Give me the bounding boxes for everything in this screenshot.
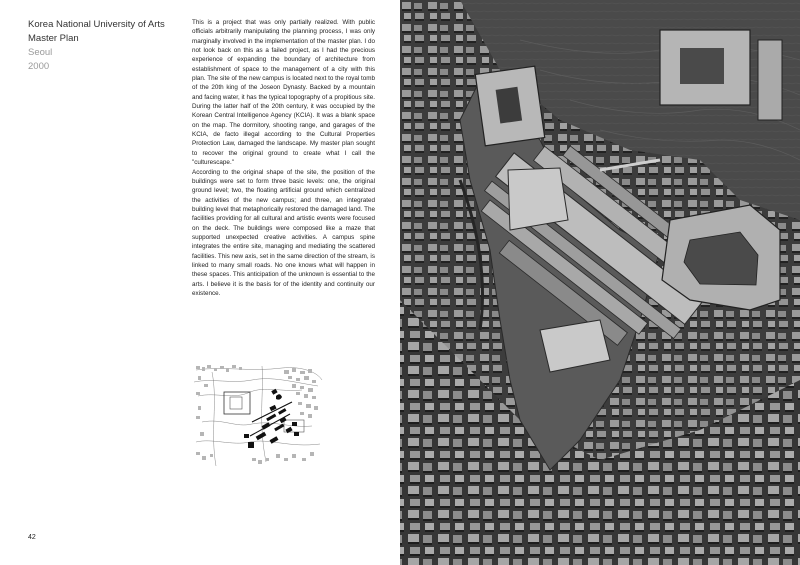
- project-subtitle: Master Plan: [28, 33, 79, 44]
- project-description: [192, 18, 375, 298]
- site-plan-drawing: [192, 362, 324, 468]
- project-title-block: [28, 18, 178, 74]
- project-location: Seoul: [28, 47, 53, 58]
- model-photo: [400, 0, 800, 565]
- description-paragraph: This is a project that was only partially realized. With public officials arbitrarily manipulating the planning process, I was only marginally involved in the implementation of the master plan. I do not look back on this as a failed project, as I had the precious experience of expanding the boundary of architecture from establishment of space to the management of a city with this plan. The site of the new campus is located next to the royal tomb of the 20th king of the Joseon Dynasty. Backed by a mountain and facing water, it has the typical topography of a propitious site. During the latter half of the 20th century, it was occupied by the Korean Central Intelligence Agency (KCIA). It was a blank space on the map. The dormitory, shooting range, and garages of the KCIA, de facto illegal according to the Cultural Properties Protection Law, damaged the landscape. My master plan sought to recover the original ground to create what I call the "culturescape.": [192, 19, 375, 167]
- description-paragraph: According to the original shape of the site, the position of the buildings were set to form three basic levels: one, the original ground level; two, the floating artificial ground which centralized the activities of the new campus; and three, an integrated building level that metaphorically restored the damaged land. The facilities providing for all cultural and artistic events were focused on the deck. The buildings were composed like a maze that supported unexpected creative activities. A campus spine integrates the entire site, managing and mediating the scattered facilities. This new axis, set in the same direction of the stream, is linked to many small roads. No one knows what will happen in these spaces. This anticipation of the unknown is essential to the arts. I believe it is the basis for of the identity and continuity our existence.: [192, 168, 375, 297]
- page-number: 42: [28, 534, 36, 541]
- project-year: 2000: [28, 61, 50, 72]
- project-title: Korea National University of Arts: [28, 19, 165, 30]
- right-page: [400, 0, 800, 565]
